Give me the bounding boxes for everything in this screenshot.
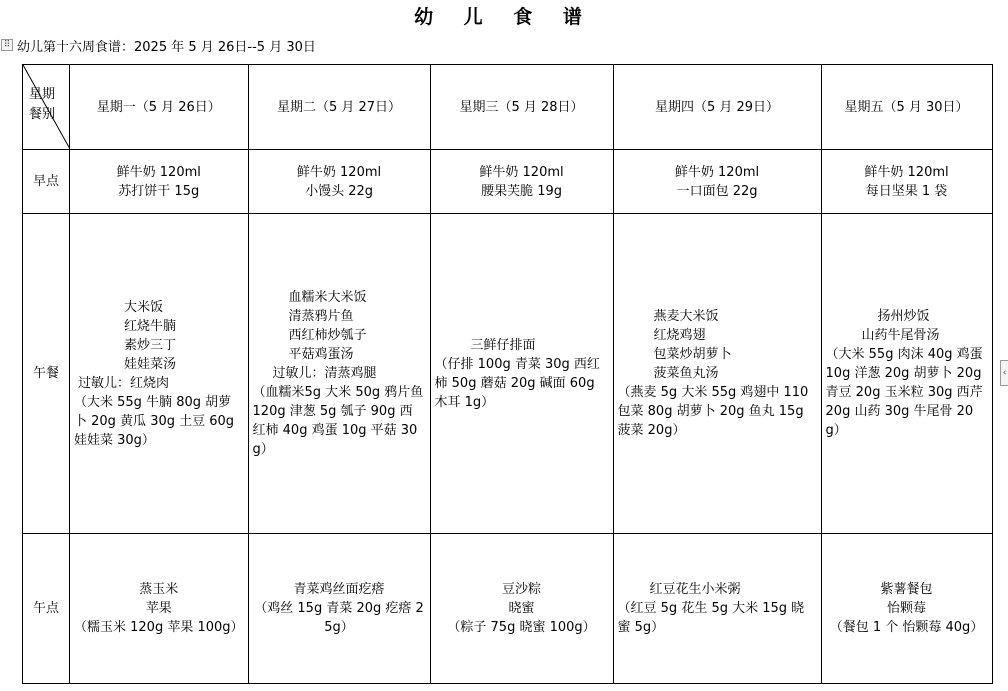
dish: 平菇鸡蛋汤 — [288, 347, 354, 362]
menu-item: 鲜牛奶 120ml — [479, 164, 564, 180]
day-header: 星期五（5 月 30日） — [821, 65, 992, 150]
dish: 扬州炒饭 — [877, 309, 930, 324]
dish: 燕麦大米饭 — [653, 309, 719, 324]
snack-cell — [430, 534, 613, 684]
dish: 豆沙粽 — [502, 582, 542, 597]
corner-label-meal: 餐别 — [29, 107, 56, 122]
dish: 紫薯餐包 — [880, 582, 933, 597]
lunch-cell — [248, 214, 430, 534]
ingredients: （鸡丝 15g 青菜 20g 疙瘩 25g） — [254, 601, 424, 635]
dish: 蒸玉米 — [139, 582, 179, 597]
dish: 素炒三丁 — [124, 337, 177, 353]
menu-item: 鲜牛奶 120ml — [296, 164, 382, 180]
dish: 血糯米大米饭 — [288, 290, 367, 305]
dish: 大米饭 — [124, 299, 164, 315]
lunch-cell — [70, 214, 249, 534]
table-resize-handle-icon[interactable]: ‹ — [1000, 360, 1008, 386]
corner-label-day: 星期 — [29, 87, 56, 102]
ingredients: （大米 55g 牛腩 80g 胡萝卜 20g 黄瓜 30g 土豆 60g 娃娃菜 30g） — [74, 394, 235, 448]
dish: 青菜鸡丝面疙瘩 — [293, 582, 385, 597]
snack-cell — [821, 534, 992, 684]
day-header: 星期一（5 月 26日） — [70, 65, 249, 150]
lunch-row — [23, 214, 993, 534]
breakfast-cell — [430, 150, 613, 214]
snack-row — [23, 534, 993, 684]
dish: 包菜炒胡萝卜 — [653, 347, 732, 362]
ingredients: （仔排 100g 青菜 30g 西红柿 50g 蘑菇 20g 碱面 60g 木耳 1g） — [434, 356, 600, 410]
day-header: 星期三（5 月 28日） — [430, 65, 613, 150]
lunch-cell — [613, 214, 821, 534]
allergy-dish: 过敏儿：清蒸鸡腿 — [272, 366, 377, 381]
day-header: 星期四（5 月 29日） — [613, 65, 821, 150]
table-move-handle-icon[interactable]: ⠿ — [1, 39, 13, 51]
corner-cell — [23, 65, 70, 150]
ingredients: （餐包 1 个 怡颗莓 40g） — [829, 620, 984, 635]
ingredients: （糯玉米 120g 苹果 100g） — [74, 620, 244, 635]
menu-item: 腰果芙脆 19g — [481, 183, 562, 199]
ingredients: （大米 55g 肉沫 40g 鸡蛋 10g 洋葱 20g 胡萝卜 20g 青豆 20g 玉米粒 30g 西芹 20g 山药 30g 牛尾骨 20g） — [825, 347, 983, 438]
dish: 娃娃菜汤 — [124, 356, 177, 372]
snack-cell — [613, 534, 821, 684]
dish: 晓蜜 — [508, 601, 535, 616]
ingredients: （红豆 5g 花生 5g 大米 15g 晓蜜 5g） — [617, 601, 805, 635]
ingredients: （燕麦 5g 大米 55g 鸡翅中 110 包菜 80g 胡萝卜 20g 鱼丸 15g 菠菜 20g） — [617, 385, 809, 438]
breakfast-cell — [821, 150, 992, 214]
meal-label-lunch: 午餐 — [23, 214, 70, 534]
menu-item: 每日坚果 1 袋 — [865, 183, 948, 199]
menu-item: 小馒头 22g — [305, 183, 373, 199]
dish: 红豆花生小米粥 — [649, 582, 741, 597]
menu-item: 鲜牛奶 120ml — [864, 164, 949, 180]
page-title: 幼 儿 食 谱 — [414, 6, 594, 28]
breakfast-row — [23, 150, 993, 214]
meal-label-snack: 午点 — [23, 534, 70, 684]
menu-item: 苏打饼干 15g — [118, 183, 200, 199]
header-row — [23, 65, 993, 150]
meal-label-breakfast: 早点 — [23, 150, 70, 214]
dish: 苹果 — [145, 601, 172, 616]
menu-item: 一口面包 22g — [676, 183, 758, 199]
snack-cell — [248, 534, 430, 684]
dish: 红烧牛腩 — [124, 318, 177, 334]
menu-item: 鲜牛奶 120ml — [674, 164, 760, 180]
week-subtitle: 幼儿第十六周食谱：2025 年 5 月 26日--5 月 30日 — [17, 40, 316, 55]
breakfast-cell — [248, 150, 430, 214]
snack-cell — [70, 534, 249, 684]
menu-item: 鲜牛奶 120ml — [116, 164, 201, 180]
dish: 菠菜鱼丸汤 — [653, 366, 719, 381]
dish: 红烧鸡翅 — [653, 328, 706, 343]
dish: 山药牛尾骨汤 — [861, 328, 940, 343]
dish: 清蒸鸦片鱼 — [288, 309, 354, 324]
lunch-cell — [821, 214, 992, 534]
dish: 三鲜仔排面 — [470, 337, 536, 353]
ingredients: （血糯米5g 大米 50g 鸦片鱼 120g 津葱 5g 瓠子 90g 西红柿 40g 鸡蛋 10g 平菇 30g） — [252, 385, 424, 457]
breakfast-cell — [70, 150, 249, 214]
ingredients: （粽子 75g 晓蜜 100g） — [447, 620, 596, 635]
menu-table — [22, 64, 993, 684]
day-header: 星期二（5 月 27日） — [248, 65, 430, 150]
breakfast-cell — [613, 150, 821, 214]
dish: 怡颗莓 — [887, 601, 927, 616]
lunch-cell — [430, 214, 613, 534]
allergy-dish: 过敏儿：红烧肉 — [78, 375, 170, 391]
dish: 西红柿炒瓠子 — [288, 328, 367, 343]
